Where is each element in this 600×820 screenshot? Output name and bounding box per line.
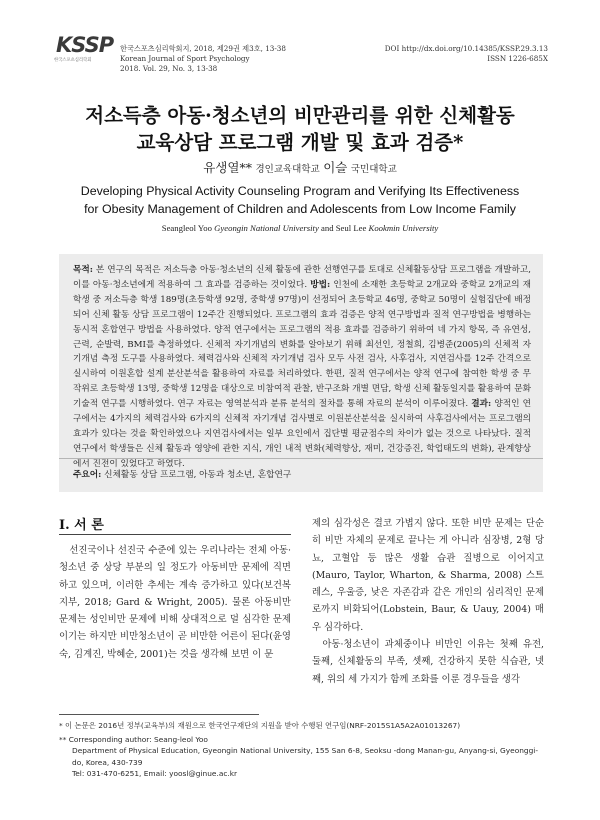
abstract-label-purpose: 목적: <box>73 265 93 275</box>
journal-citation <box>120 44 286 74</box>
page-header <box>52 32 548 82</box>
abstract-result: 양적인 연구에서는 4가지의 체력검사와 6가지의 신체적 자기개념 검사별로 이원분산분석을 실시하여 사후검사에서는 프로그램의 효과가 있다는 것을 확인하였으나 지연검사에서는 일부 요인에서 집단별 평균점수의 차이가 없는 것으로 나타났다. 질적 연구에서 학생들은 신체 활동과 영양에 관한 지식, 개인 내적 변화(체력향상, 재미, 건강증진, 학업태도의 변화), 관계향상에서 진전이 있었다고 하였다. <box>73 399 531 469</box>
footnote-contact: Tel: 031-470-6251, Email: yoosl@ginue.ac.kr <box>72 768 238 778</box>
author1-name-kr: 유생열** <box>203 160 252 175</box>
journal-name-kr: 한국스포츠심리학회지, 2018, 제29권 제3호, 13-38 <box>120 44 286 53</box>
section-title: I. 서 론 <box>59 518 104 533</box>
journal-volume: 2018. Vol. 29, No. 3, 13-38 <box>120 64 218 73</box>
author2-name-kr: 이슬 <box>323 160 348 175</box>
authors-kr <box>0 158 600 176</box>
footnote-corresponding <box>59 734 549 779</box>
title-en-line1: Developing Physical Activity Counseling Program and Verifying Its Effectiveness <box>80 184 520 198</box>
footnote-address: Department of Physical Education, Gyeongin National University, 155 San 6-8, Seoksu -dong Manan-gu, Anyang-si, Gyeonggi-do, Korea, 430-739 <box>72 746 539 767</box>
body-column-left <box>59 542 291 663</box>
author2-affil-kr: 국민대학교 <box>350 164 397 175</box>
title-en-line2: for Obesity Management of Children and Adolescents from Low Income Family <box>84 202 516 216</box>
body-paragraph: 아동·청소년이 과체중이나 비만인 이유는 첫째 유전, 둘째, 신체활동의 부족, 셋째, 건강하지 못한 식습관, 넷째, 위의 세 가지가 함께 조화를 이룬 경우들을 생각 <box>312 639 544 685</box>
logo-subtext: 한국스포츠심리학회 <box>54 58 92 63</box>
body-column-right <box>312 515 544 688</box>
body-paragraph: 선진국이나 선진국 수준에 있는 우리나라는 전체 아동·청소년 중 상당 부분의 일 정도가 아동비만 문제에 직면하고 있으며, 이러한 추세는 계속 증가하고 있다(보건복지부, 2018; Gard & Wright, 2005). 물론 아동비만 문제는 성인비만 문제에 비해 상대적으로 덜 심각한 문제이기는 하지만 비만청소년이 곧 비만한 어른이 된다(윤영숙, 김계진, 박혜순, 2001)는 것을 생각해 보면 이 문 <box>59 545 291 660</box>
article-identifiers <box>385 44 548 64</box>
footnote-author: ** Corresponding author: Seang-leol Yoo <box>59 735 208 744</box>
abstract-purpose: 본 연구의 목적은 저소득층 아동·청소년의 신체 활동에 관한 선행연구를 토대로 신체활동상담 프로그램을 개발하고, 이를 아동·청소년에게 적용하여 그 효과를 검증하는 것이었다. <box>73 265 531 290</box>
authors-en <box>0 223 600 233</box>
title-kr-line1: 저소득층 아동·청소년의 비만관리를 위한 신체활동 <box>85 104 515 127</box>
author1-affil-en: Gyeongin National University <box>214 223 319 233</box>
abstract-method: 인천에 소재한 초등학교 2개교와 중학교 2개교의 재학생 중 저소득층 학생 189명(초등학생 92명, 중학생 97명)이 선정되어 초등학교 46명, 중학교 50명이 실험집단에 배정되어 신체 활동 상담 프로그램이 12주간 진행되었다. 프로그램의 효과 검증은 양적 연구방법과 질적 연구방법을 병행하는 동시적 혼합연구 방법을 사용하였다. 양적 연구에서는 프로그램의 적용 효과를 검증하기 위하여 네 가지 항목, 즉 유연성, 근력, 순발력, BMI를 측정하였다. 신체적 자기개념의 변화를 알아보기 위해 최선인, 정철희, 김병준(2005)의 신체적 자기개념 측정 도구를 사용하였다. 체력검사와 신체적 자기개념 검사 모두 사전 검사, 사후검사, 지연검사를 12주 간격으로 실시하여 이원혼합 설계 분산분석을 활용하여 자료를 처리하였다. 한편, 질적 연구에서는 양적 연구에 참여한 학생 중 무작위로 초등학생 13명, 중학생 12명을 대상으로 비참여적 관찰, 반구조화 개별 면담, 학생 신체 활동일지를 활용하여 문화 기술적 연구를 시행하였다. 연구 자료는 영역분석과 분류 분석의 절차를 통해 자료의 분석이 이루어졌다. <box>73 279 531 410</box>
author1-affil-kr: 경인교육대학교 <box>255 164 320 175</box>
logo-wordmark: KSSP <box>56 33 114 57</box>
body-paragraph: 제의 심각성은 결코 가볍지 않다. 또한 비만 문제는 단순히 비만 자체의 문제로 끝나는 게 아니라 심장병, 2형 당뇨, 고혈압 등 많은 생활 습관 질병으로 이어지고(Mauro, Taylor, Wharton, & Sharma, 2008) 스트레스, 우울증, 낮은 자존감과 같은 개인의 심리적인 문제로까지 비화되어(Lobstein, Baur, & Uauy, 2004) 매우 심각하다. <box>312 518 544 633</box>
abstract-label-result: 결과: <box>471 399 492 410</box>
doi-link[interactable]: DOI http://dx.doi.org/10.14385/KSSP.29.3.13 <box>384 44 548 53</box>
abstract-box <box>59 254 543 492</box>
and-word: and <box>321 223 334 233</box>
abstract-text <box>73 263 531 472</box>
keywords-text: 신체활동 상담 프로그램, 아동과 청소년, 혼합연구 <box>101 470 292 480</box>
keywords-label: 주요어: <box>73 470 102 480</box>
section-divider <box>59 534 291 535</box>
title-kr-line2: 교육상담 프로그램 개발 및 효과 검증* <box>136 131 464 154</box>
footnote-funding: * 이 논문은 2016년 정부(교육부)의 재원으로 한국연구재단의 지원을 받아 수행된 연구임(NRF-2015S1A5A2A01013267) <box>59 721 461 730</box>
keywords <box>73 468 531 480</box>
issn: ISSN 1226-685X <box>487 54 548 63</box>
author1-name-en: Seangleol Yoo <box>161 223 212 233</box>
journal-logo <box>52 32 114 68</box>
author2-affil-en: Kookmin University <box>368 223 439 233</box>
keywords-divider <box>59 458 543 459</box>
journal-name-en: Korean Journal of Sport Psychology <box>120 54 250 63</box>
author2-name-en: Seul Lee <box>335 223 367 233</box>
abstract-label-method: 방법: <box>310 279 331 290</box>
footnote-divider <box>59 714 259 715</box>
